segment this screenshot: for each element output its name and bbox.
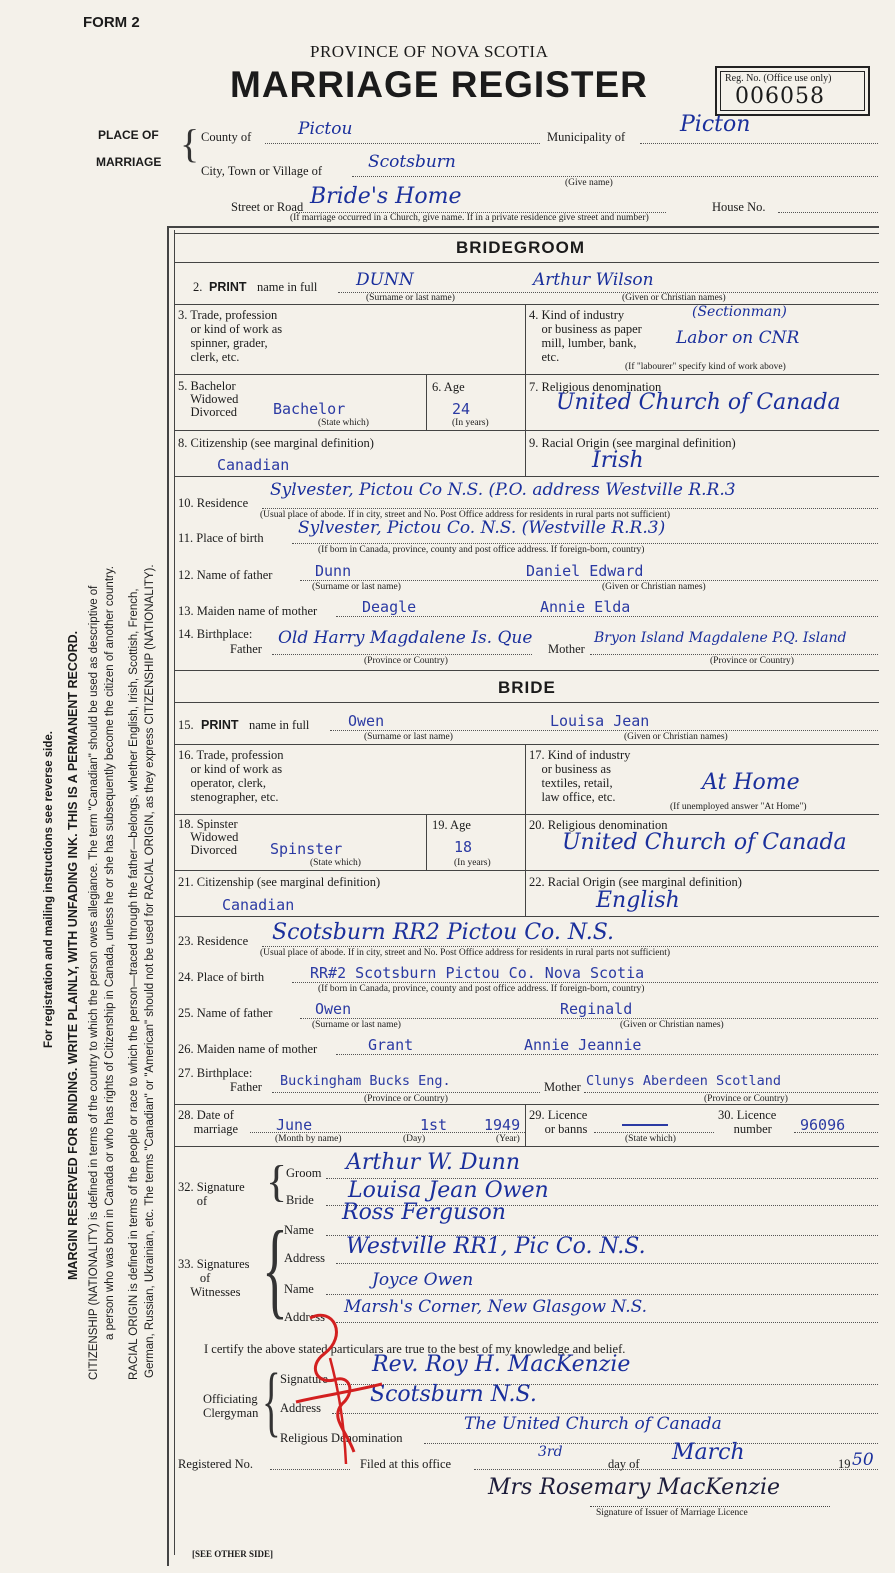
f14-label: 14. Birthplace: bbox=[178, 627, 253, 641]
f2-label: name in full bbox=[257, 280, 318, 294]
bride-age: 18 bbox=[454, 838, 473, 856]
groom-residence: Sylvester, Pictou Co N.S. (P.O. address Westville R.R.3 bbox=[270, 480, 736, 500]
marriage-day: 1st bbox=[420, 1116, 448, 1134]
bride-surname: Owen bbox=[348, 712, 385, 730]
brace-clergy-icon: { bbox=[262, 1357, 281, 1444]
bride-citizenship: Canadian bbox=[222, 896, 295, 914]
bride-in-years: (In years) bbox=[454, 858, 491, 868]
witness1-address: Westville RR1, Pic Co. N.S. bbox=[346, 1234, 646, 1259]
licence-dash bbox=[622, 1124, 668, 1126]
f6-label: 6. Age bbox=[432, 380, 465, 394]
bride-religion: United Church of Canada bbox=[562, 830, 847, 855]
f27-label: 27. Birthplace: bbox=[178, 1066, 253, 1080]
street-value: Bride's Home bbox=[310, 184, 462, 209]
bride-state-which: (State which) bbox=[310, 858, 361, 868]
bride-mother-surname: Grant bbox=[368, 1036, 414, 1054]
groom-mother-birthplace: Bryon Island Magdalene P.Q. Island bbox=[594, 630, 847, 646]
filed-day: 3rd bbox=[538, 1444, 563, 1460]
groom-father-surname: Dunn bbox=[315, 562, 352, 580]
birth-caption: (If born in Canada, province, county and post office address. If foreign-born, country) bbox=[318, 545, 645, 555]
mother-province-caption: (Province or Country) bbox=[710, 656, 794, 666]
filed-year: 50 bbox=[852, 1450, 874, 1470]
house-label: House No. bbox=[712, 200, 766, 214]
bride-father-surname-caption: (Surname or last name) bbox=[312, 1020, 401, 1030]
f3-label: 3. Trade, profession or kind of work as spinner, grader, clerk, etc. bbox=[178, 308, 283, 364]
f9-label: 9. Racial Origin (see marginal definition) bbox=[529, 436, 736, 450]
brace-icon: { bbox=[180, 121, 200, 166]
f15-label: name in full bbox=[249, 718, 310, 732]
groom-father-given: Daniel Edward bbox=[526, 562, 644, 580]
bride-residence-caption: (Usual place of abode. If in city, street and No. Post Office address for residents in rural parts not sufficient) bbox=[260, 948, 671, 958]
groom-industry-1: (Sectionman) bbox=[692, 304, 787, 320]
bride-surname-caption: (Surname or last name) bbox=[364, 732, 453, 742]
f25-label: 25. Name of father bbox=[178, 1006, 273, 1020]
bridegroom-heading: BRIDEGROOM bbox=[456, 238, 585, 257]
bride-mother-province-caption: (Province or Country) bbox=[704, 1094, 788, 1104]
f14-mother-word: Mother bbox=[548, 642, 585, 656]
f17-label: 17. Kind of industry or business as textiles, retail, law office, etc. bbox=[529, 748, 631, 804]
page-title: MARRIAGE REGISTER bbox=[230, 64, 648, 105]
groom-birthplace: Sylvester, Pictou Co. N.S. (Westville R.R.3) bbox=[298, 518, 666, 538]
f4-label: 4. Kind of industry or business as paper mill, lumber, bank, etc. bbox=[529, 308, 642, 364]
f12-label: 12. Name of father bbox=[178, 568, 273, 582]
f15-print: PRINT bbox=[201, 718, 239, 732]
f19-label: 19. Age bbox=[432, 818, 471, 832]
w2-address-label: Address bbox=[284, 1310, 325, 1324]
groom-mother-given: Annie Elda bbox=[540, 598, 631, 616]
form-number: FORM 2 bbox=[83, 14, 140, 31]
groom-industry-2: Labor on CNR bbox=[676, 328, 800, 348]
day-caption: (Day) bbox=[403, 1134, 426, 1144]
f14-father-word: Father bbox=[230, 642, 262, 656]
bride-industry: At Home bbox=[702, 770, 800, 795]
w1-name-label: Name bbox=[284, 1223, 314, 1237]
clergy-signature: Rev. Roy H. MacKenzie bbox=[372, 1352, 631, 1377]
groom-racial: Irish bbox=[592, 448, 644, 473]
city-label: City, Town or Village of bbox=[201, 164, 323, 178]
bride-father-province-caption: (Province or Country) bbox=[364, 1094, 448, 1104]
place-label-2: MARRIAGE bbox=[96, 155, 162, 169]
marriage-month: June bbox=[276, 1116, 313, 1134]
groom-age: 24 bbox=[452, 400, 471, 418]
bride-birth-caption: (If born in Canada, province, county and post office address. If foreign-born, country) bbox=[318, 984, 645, 994]
witness1-name: Ross Ferguson bbox=[342, 1200, 506, 1225]
surname-caption: (Surname or last name) bbox=[366, 293, 455, 303]
f28-label: 28. Date of marriage bbox=[178, 1108, 239, 1136]
bride-mother-birthplace: Clunys Aberdeen Scotland bbox=[586, 1073, 782, 1089]
father-given-caption: (Given or Christian names) bbox=[602, 582, 706, 592]
father-surname-caption: (Surname or last name) bbox=[312, 582, 401, 592]
f13-label: 13. Maiden name of mother bbox=[178, 604, 318, 618]
f18-label: 18. Spinster Widowed Divorced bbox=[178, 817, 239, 857]
f27-father-word: Father bbox=[230, 1080, 262, 1094]
groom-religion: United Church of Canada bbox=[556, 390, 841, 415]
clergy-address-label: Address bbox=[280, 1401, 321, 1415]
brace-groom-bride-icon: { bbox=[266, 1157, 288, 1206]
f10-label: 10. Residence bbox=[178, 496, 249, 510]
in-years-caption: (In years) bbox=[452, 418, 489, 428]
given-caption: (Given or Christian names) bbox=[622, 293, 726, 303]
father-province-caption: (Province or Country) bbox=[364, 656, 448, 666]
groom-status: Bachelor bbox=[273, 400, 346, 418]
bride-father-surname: Owen bbox=[315, 1000, 352, 1018]
bride-heading: BRIDE bbox=[498, 678, 556, 697]
witness2-address: Marsh's Corner, New Glasgow N.S. bbox=[344, 1297, 648, 1317]
filed-month: March bbox=[672, 1440, 745, 1465]
bride-signature: Louisa Jean Owen bbox=[348, 1178, 549, 1203]
f16-label: 16. Trade, profession or kind of work as operator, clerk, stenographer, etc. bbox=[178, 748, 284, 804]
registered-label: Registered No. bbox=[178, 1457, 253, 1471]
state-which-caption: (State which) bbox=[318, 418, 369, 428]
bride-father-given-caption: (Given or Christian names) bbox=[620, 1020, 724, 1030]
bride-sig-label: Bride bbox=[286, 1193, 314, 1207]
filed-year-prefix: 19 bbox=[838, 1457, 851, 1471]
bride-racial: English bbox=[596, 888, 680, 913]
f2-print: PRINT bbox=[209, 280, 247, 294]
municipality-label: Municipality of bbox=[547, 130, 626, 144]
margin-racial-def-2: German, Russian, Ukrainian, etc. The terms "Canadian" or "American" should not be used for RACIAL ORIGIN, as they express CITIZENSHIP (NATIONALITY). bbox=[144, 564, 156, 1378]
groom-father-birthplace: Old Harry Magdalene Is. Que bbox=[278, 628, 533, 648]
municipality-value: Picton bbox=[680, 112, 751, 137]
f21-label: 21. Citizenship (see marginal definition) bbox=[178, 875, 381, 889]
f8-label: 8. Citizenship (see marginal definition) bbox=[178, 436, 374, 450]
year-caption: (Year) bbox=[496, 1134, 520, 1144]
margin-citizenship-def: CITIZENSHIP (NATIONALITY) is defined in terms of the country to which the person owes allegiance. The term "Canadian" should be used as descriptive of bbox=[88, 585, 100, 1380]
f11-label: 11. Place of birth bbox=[178, 531, 264, 545]
city-value: Scotsburn bbox=[368, 152, 456, 172]
reg-label: Reg. No. (Office use only) bbox=[725, 73, 832, 84]
w2-name-label: Name bbox=[284, 1282, 314, 1296]
place-label-1: PLACE OF bbox=[98, 128, 159, 142]
groom-mother-surname: Deagle bbox=[362, 598, 417, 616]
county-value: Pictou bbox=[298, 119, 353, 139]
clergy-religion-label: Religious Denomination bbox=[280, 1431, 403, 1445]
groom-surname: DUNN bbox=[356, 270, 414, 290]
groom-signature: Arthur W. Dunn bbox=[346, 1150, 520, 1175]
f2-number: 2. bbox=[193, 280, 203, 294]
witness2-name: Joyce Owen bbox=[372, 1270, 474, 1290]
margin-binding-note: MARGIN RESERVED FOR BINDING. WRITE PLAINLY, WITH UNFADING INK. THIS IS A PERMANENT RECORD. bbox=[66, 630, 80, 1280]
clergy-signature-label: Signature bbox=[280, 1372, 328, 1386]
issuer-caption: Signature of Issuer of Marriage Licence bbox=[596, 1508, 748, 1518]
residence-caption: (Usual place of abode. If in city, street and No. Post Office address for residents in rural parts not sufficient) bbox=[260, 510, 671, 520]
f5-label: 5. Bachelor Widowed Divorced bbox=[178, 379, 239, 419]
month-caption: (Month by name) bbox=[275, 1134, 342, 1144]
red-check-mark bbox=[290, 1300, 390, 1470]
f30-label: 30. Licence number bbox=[718, 1108, 777, 1136]
labourer-note: (If "labourer" specify kind of work above) bbox=[625, 362, 786, 372]
street-label: Street or Road bbox=[231, 200, 304, 214]
f32-label: 32. Signature of bbox=[178, 1180, 245, 1208]
licence-state-caption: (State which) bbox=[625, 1134, 676, 1144]
brace-witnesses-icon: { bbox=[262, 1210, 288, 1329]
clergy-religion: The United Church of Canada bbox=[464, 1414, 722, 1434]
licence-number: 96096 bbox=[800, 1116, 846, 1134]
w1-address-label: Address bbox=[284, 1251, 325, 1265]
unemployed-note: (If unemployed answer "At Home") bbox=[670, 802, 807, 812]
f23-label: 23. Residence bbox=[178, 934, 249, 948]
marriage-year: 1949 bbox=[484, 1116, 521, 1134]
give-name-caption: (Give name) bbox=[565, 178, 613, 188]
clergy-label: Officiating Clergyman bbox=[203, 1392, 259, 1420]
f20-label: 20. Religious denomination bbox=[529, 818, 668, 832]
margin-instructions: For registration and mailing instructions see reverse side. bbox=[43, 731, 55, 1048]
f15-number: 15. bbox=[178, 718, 194, 732]
bride-mother-given: Annie Jeannie bbox=[524, 1036, 642, 1054]
clergy-address: Scotsburn N.S. bbox=[370, 1382, 537, 1407]
f7-label: 7. Religious denomination bbox=[529, 380, 662, 394]
day-of-label: day of bbox=[608, 1457, 640, 1471]
see-other-side: [SEE OTHER SIDE] bbox=[192, 1549, 274, 1559]
margin-citizenship-def-2: a person who was born in Canada or who has rights of Citizenship in Canada, unless he or she has subsequently become the citizen of another country. bbox=[104, 566, 116, 1340]
f29-label: 29. Licence or banns bbox=[529, 1108, 588, 1136]
f27-mother-word: Mother bbox=[544, 1080, 581, 1094]
bride-given: Louisa Jean bbox=[550, 712, 650, 730]
issuer-signature: Mrs Rosemary MacKenzie bbox=[488, 1475, 781, 1500]
bride-father-given: Reginald bbox=[560, 1000, 633, 1018]
reg-number-box bbox=[715, 66, 870, 116]
groom-given: Arthur Wilson bbox=[533, 270, 654, 290]
bride-father-birthplace: Buckingham Bucks Eng. bbox=[280, 1073, 451, 1089]
f24-label: 24. Place of birth bbox=[178, 970, 265, 984]
margin-racial-def: RACIAL ORIGIN is defined in terms of the people or race to which the person—traced through the father—belongs, whether English, Irish, Scottish, French, bbox=[128, 588, 140, 1380]
bride-birthplace: RR#2 Scotsburn Pictou Co. Nova Scotia bbox=[310, 964, 645, 982]
f26-label: 26. Maiden name of mother bbox=[178, 1042, 318, 1056]
filed-label: Filed at this office bbox=[360, 1457, 452, 1471]
groom-citizenship: Canadian bbox=[217, 456, 290, 474]
f22-label: 22. Racial Origin (see marginal definition) bbox=[529, 875, 742, 889]
province-heading: PROVINCE OF NOVA SCOTIA bbox=[310, 42, 549, 61]
bride-residence: Scotsburn RR2 Pictou Co. N.S. bbox=[272, 920, 615, 945]
bride-status: Spinster bbox=[270, 840, 343, 858]
groom-sig-label: Groom bbox=[286, 1166, 322, 1180]
street-note: (If marriage occurred in a Church, give name. If in a private residence give street and number) bbox=[290, 213, 649, 223]
bride-given-caption: (Given or Christian names) bbox=[624, 732, 728, 742]
county-label: County of bbox=[201, 130, 252, 144]
certify-statement: I certify the above stated particulars are true to the best of my knowledge and belief. bbox=[204, 1342, 626, 1356]
reg-number: 006058 bbox=[735, 84, 825, 109]
f33-label: 33. Signatures of Witnesses bbox=[178, 1257, 250, 1299]
